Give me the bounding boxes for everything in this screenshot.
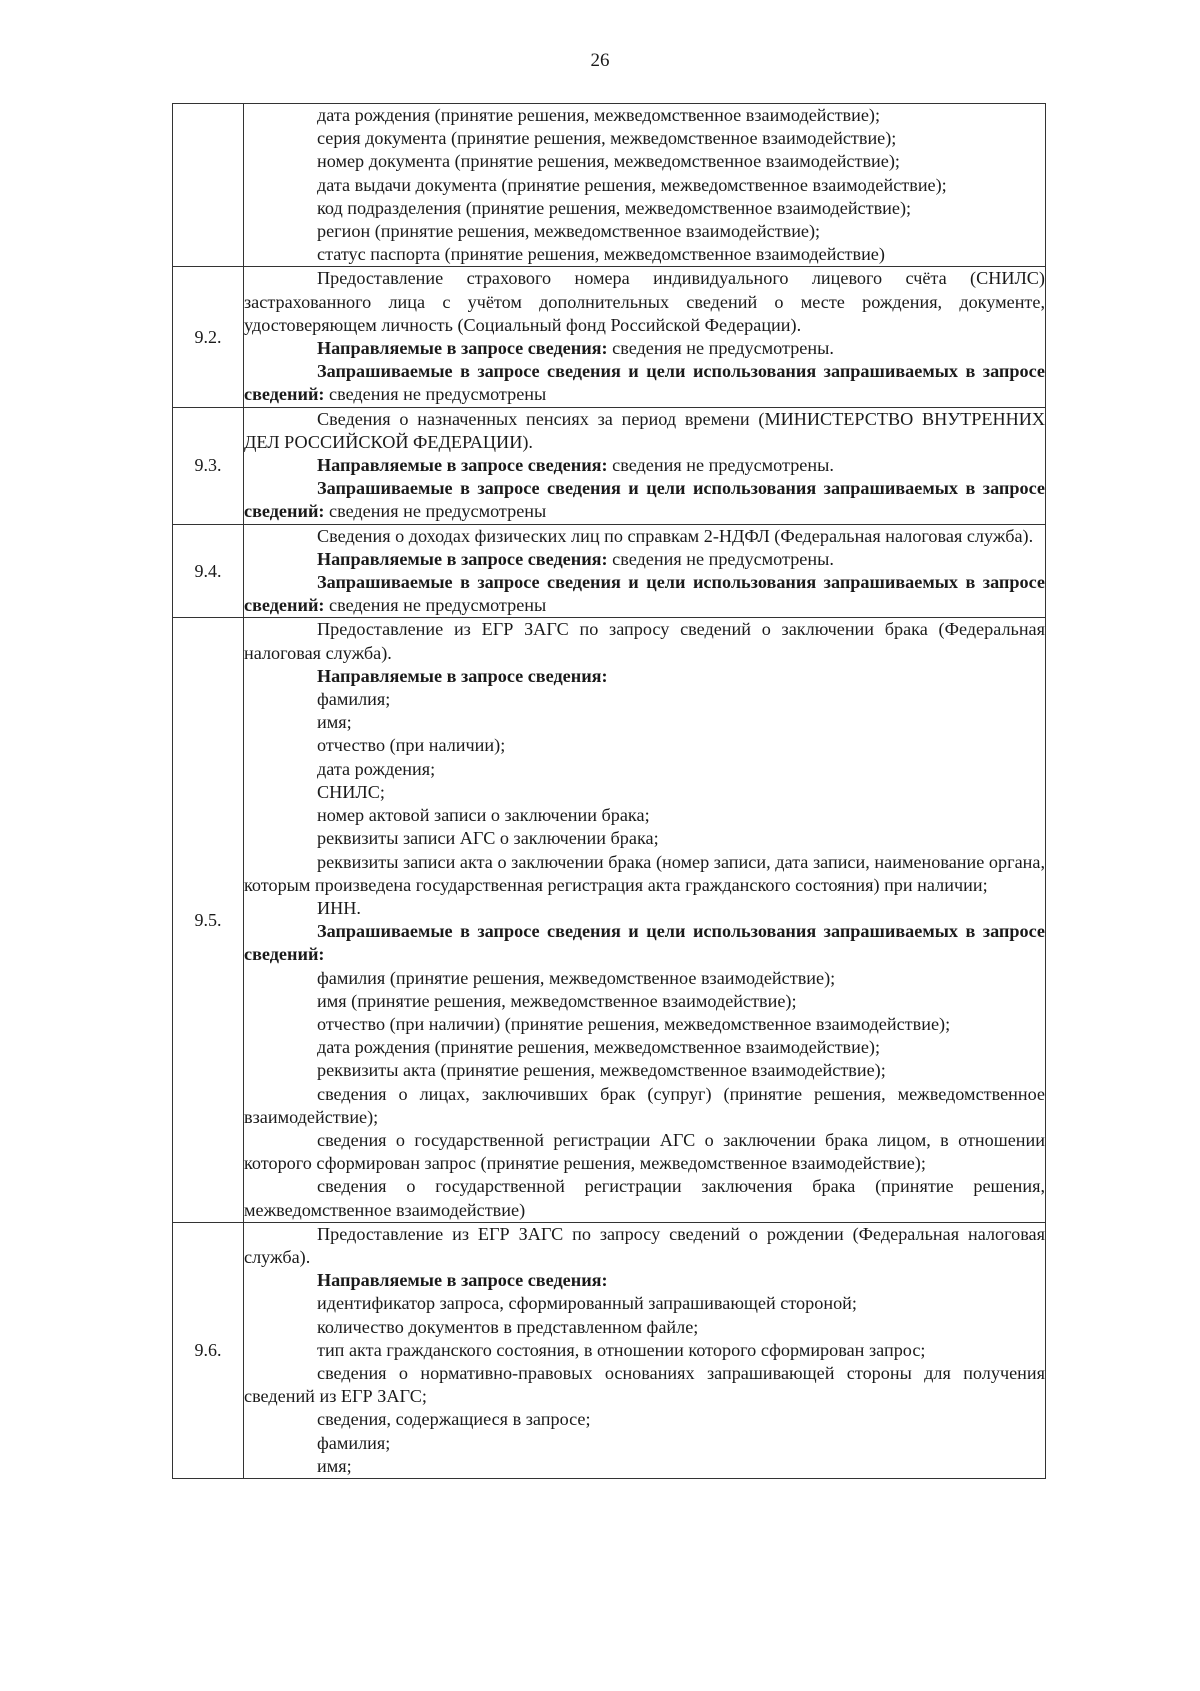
paragraph — [244, 477, 1045, 523]
paragraph-text: реквизиты акта (принятие решения, межведомственное взаимодействие); — [317, 1060, 886, 1081]
paragraph — [244, 1292, 1045, 1315]
paragraph-text: регион (принятие решения, межведомственное взаимодействие); — [317, 221, 821, 242]
row-content — [244, 407, 1046, 524]
paragraph-text: тип акта гражданского состояния, в отношении которого сформирован запрос; — [317, 1339, 926, 1360]
bold-heading: Запрашиваемые в запросе сведения и цели использования запрашиваемых в запросе сведений: — [244, 478, 1045, 522]
paragraph-text: имя; — [317, 1455, 352, 1476]
paragraph — [244, 1339, 1045, 1362]
paragraph — [244, 1083, 1045, 1129]
paragraph — [244, 1455, 1045, 1478]
paragraph-text: дата рождения (принятие решения, межведомственное взаимодействие); — [317, 1037, 881, 1058]
paragraph-text: дата рождения (принятие решения, межведомственное взаимодействие); — [317, 105, 881, 125]
paragraph — [244, 804, 1045, 827]
row-content — [244, 1222, 1046, 1478]
paragraph — [244, 897, 1045, 920]
paragraph — [244, 1036, 1045, 1059]
paragraph — [244, 1059, 1045, 1082]
paragraph — [244, 1432, 1045, 1455]
paragraph-text: СНИЛС; — [317, 781, 385, 802]
paragraph-text: дата выдачи документа (принятие решения, межведомственное взаимодействие); — [317, 174, 947, 195]
row-number: 9.5. — [173, 618, 244, 1222]
paragraph — [244, 688, 1045, 711]
paragraph-text: реквизиты записи АГС о заключении брака; — [317, 828, 659, 849]
paragraph-text: сведения не предусмотрены. — [607, 338, 834, 359]
paragraph-text: код подразделения (принятие решения, межведомственное взаимодействие); — [317, 197, 912, 218]
paragraph — [244, 243, 1045, 266]
paragraph-text: сведения не предусмотрены — [324, 595, 547, 616]
paragraph — [244, 1408, 1045, 1431]
paragraph-text: номер актовой записи о заключении брака; — [317, 805, 650, 826]
paragraph — [244, 197, 1045, 220]
paragraph — [244, 1269, 1045, 1292]
row-number: 9.2. — [173, 267, 244, 407]
paragraph — [244, 548, 1045, 571]
paragraph-text: номер документа (принятие решения, межведомственное взаимодействие); — [317, 151, 900, 172]
paragraph — [244, 734, 1045, 757]
row-number: 9.6. — [173, 1222, 244, 1478]
paragraph-text: Сведения о доходах физических лиц по справкам 2-НДФЛ (Федеральная налоговая служба). — [317, 525, 1034, 546]
paragraph-text: статус паспорта (принятие решения, межведомственное взаимодействие) — [317, 244, 885, 265]
paragraph-text: сведения не предусмотрены. — [607, 548, 834, 569]
paragraph-text: реквизиты записи акта о заключении брака (номер записи, дата записи, наименование органа, которым произведена государственная регистрация акта гражданского состояния) при наличии; — [244, 851, 1045, 895]
paragraph-text: Предоставление из ЕГР ЗАГС по запросу сведений о заключении брака (Федеральная налоговая служба). — [244, 619, 1045, 663]
page-number: 26 — [590, 50, 610, 71]
table-row — [173, 1222, 1046, 1478]
paragraph — [244, 454, 1045, 477]
paragraph-text: Сведения о назначенных пенсиях за период времени (МИНИСТЕРСТВО ВНУТРЕННИХ ДЕЛ РОССИЙСКОЙ ФЕДЕРАЦИИ). — [244, 408, 1045, 452]
paragraph — [244, 571, 1045, 617]
paragraph — [244, 220, 1045, 243]
bold-heading: Направляемые в запросе сведения: — [317, 665, 608, 686]
paragraph — [244, 827, 1045, 850]
row-number: 9.4. — [173, 524, 244, 618]
paragraph — [244, 851, 1045, 897]
paragraph — [244, 525, 1045, 548]
paragraph — [244, 127, 1045, 150]
paragraph-text: имя (принятие решения, межведомственное взаимодействие); — [317, 990, 797, 1011]
paragraph — [244, 1175, 1045, 1221]
paragraph-text: Предоставление страхового номера индивидуального лицевого счёта (СНИЛС) застрахованного лица с учётом дополнительных сведений о месте рождения, документе, удостоверяющем личность (Социальный фонд Российской Федерации). — [244, 268, 1045, 335]
paragraph — [244, 174, 1045, 197]
paragraph-text: отчество (при наличии); — [317, 735, 506, 756]
paragraph — [244, 1362, 1045, 1408]
paragraph-text: сведения не предусмотрены — [324, 384, 547, 405]
row-content — [244, 104, 1046, 267]
paragraph-text: сведения, содержащиеся в запросе; — [317, 1409, 591, 1430]
paragraph-text: сведения не предусмотрены — [324, 501, 547, 522]
paragraph-text: фамилия (принятие решения, межведомственное взаимодействие); — [317, 967, 836, 988]
bold-heading: Направляемые в запросе сведения: — [317, 338, 608, 359]
row-number — [173, 104, 244, 267]
paragraph — [244, 337, 1045, 360]
paragraph — [244, 758, 1045, 781]
table-row — [173, 267, 1046, 407]
table-row — [173, 407, 1046, 524]
paragraph — [244, 360, 1045, 406]
paragraph — [244, 1013, 1045, 1036]
row-content — [244, 618, 1046, 1222]
bold-heading: Запрашиваемые в запросе сведения и цели использования запрашиваемых в запросе сведений: — [244, 921, 1045, 965]
paragraph — [244, 408, 1045, 454]
document-table — [172, 103, 1046, 1479]
row-content — [244, 267, 1046, 407]
paragraph-text: идентификатор запроса, сформированный запрашивающей стороной; — [317, 1293, 857, 1314]
paragraph-text: сведения о нормативно-правовых основаниях запрашивающей стороны для получения сведений из ЕГР ЗАГС; — [244, 1362, 1045, 1407]
paragraph — [244, 920, 1045, 966]
bold-heading: Направляемые в запросе сведения: — [317, 455, 608, 476]
paragraph-text: отчество (при наличии) (принятие решения, межведомственное взаимодействие); — [317, 1013, 951, 1034]
paragraph-text: сведения о государственной регистрации заключения брака (принятие решения, межведомственное взаимодействие) — [244, 1176, 1045, 1220]
bold-heading: Запрашиваемые в запросе сведения и цели использования запрашиваемых в запросе сведений: — [244, 572, 1045, 616]
table-row — [173, 524, 1046, 618]
document-table-body — [173, 104, 1046, 1479]
paragraph — [244, 990, 1045, 1013]
paragraph — [244, 711, 1045, 734]
paragraph-text: ИНН. — [317, 897, 361, 918]
paragraph — [244, 618, 1045, 664]
paragraph-text: имя; — [317, 712, 352, 733]
row-number: 9.3. — [173, 407, 244, 524]
paragraph — [244, 1316, 1045, 1339]
paragraph — [244, 781, 1045, 804]
paragraph — [244, 104, 1045, 127]
paragraph — [244, 967, 1045, 990]
paragraph-text: дата рождения; — [317, 758, 436, 779]
paragraph-text: фамилия; — [317, 689, 391, 710]
paragraph-text: Предоставление из ЕГР ЗАГС по запросу сведений о рождении (Федеральная налоговая служба). — [244, 1223, 1045, 1267]
paragraph-text: сведения не предусмотрены. — [607, 455, 834, 476]
table-row — [173, 104, 1046, 267]
table-row — [173, 618, 1046, 1222]
paragraph-text: сведения о лицах, заключивших брак (супруг) (принятие решения, межведомственное взаимодействие); — [244, 1083, 1045, 1127]
bold-heading: Запрашиваемые в запросе сведения и цели использования запрашиваемых в запросе сведений: — [244, 361, 1045, 405]
bold-heading: Направляемые в запросе сведения: — [317, 548, 608, 569]
paragraph — [244, 1223, 1045, 1269]
paragraph-text: серия документа (принятие решения, межведомственное взаимодействие); — [317, 128, 897, 149]
bold-heading: Направляемые в запросе сведения: — [317, 1270, 608, 1291]
paragraph — [244, 267, 1045, 337]
paragraph — [244, 665, 1045, 688]
paragraph-text: количество документов в представленном файле; — [317, 1316, 699, 1337]
paragraph — [244, 150, 1045, 173]
row-content — [244, 524, 1046, 618]
paragraph — [244, 1129, 1045, 1175]
paragraph-text: сведения о государственной регистрации АГС о заключении брака лицом, в отношении которого сформирован запрос (принятие решения, межведомственное взаимодействие); — [244, 1129, 1045, 1174]
paragraph-text: фамилия; — [317, 1432, 391, 1453]
